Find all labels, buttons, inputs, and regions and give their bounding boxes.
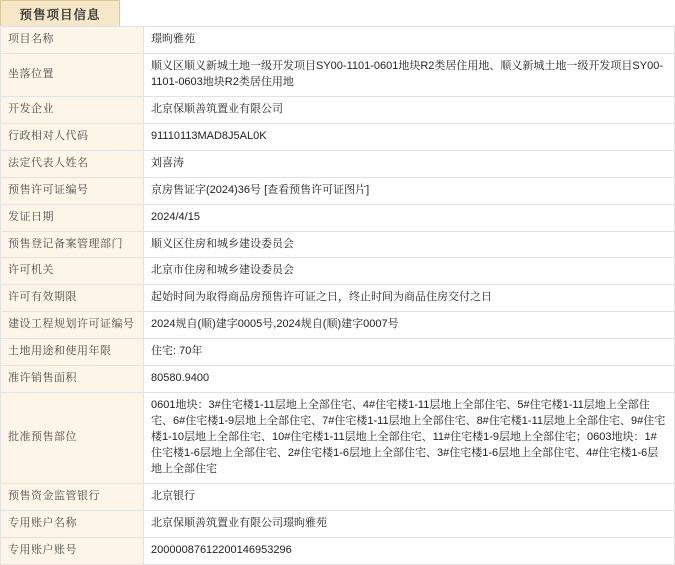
- row-label: 专用账户名称: [1, 510, 144, 537]
- row-label: 预售资金监管银行: [1, 483, 144, 510]
- table-row: [1, 258, 675, 285]
- row-label: 许可机关: [1, 258, 144, 285]
- row-value: 80580.9400: [144, 366, 675, 393]
- row-label: 预售登记备案管理部门: [1, 231, 144, 258]
- table-row: [1, 204, 675, 231]
- row-value: 起始时间为取得商品房预售许可证之日，终止时间为商品住房交付之日: [144, 285, 675, 312]
- row-label: 项目名称: [1, 27, 144, 54]
- row-value: 2024/4/15: [144, 204, 675, 231]
- row-label: 批准预售部位: [1, 393, 144, 484]
- row-label: 土地用途和使用年限: [1, 339, 144, 366]
- table-row: [1, 150, 675, 177]
- row-label: 准许销售面积: [1, 366, 144, 393]
- table-row: [1, 483, 675, 510]
- title-bar-filler: [120, 0, 675, 26]
- table-row: [1, 366, 675, 393]
- table-row: [1, 312, 675, 339]
- row-value: 北京银行: [144, 483, 675, 510]
- row-label: 预售许可证编号: [1, 177, 144, 204]
- table-row: [1, 231, 675, 258]
- row-label: 行政相对人代码: [1, 123, 144, 150]
- row-value: 北京保顺善筑置业有限公司: [144, 96, 675, 123]
- row-label: 建设工程规划许可证编号: [1, 312, 144, 339]
- row-label: 法定代表人姓名: [1, 150, 144, 177]
- row-label: 开发企业: [1, 96, 144, 123]
- table-row: [1, 510, 675, 537]
- row-value: 91110113MAD8J5AL0K: [144, 123, 675, 150]
- row-value: 顺义区住房和城乡建设委员会: [144, 231, 675, 258]
- table-row: [1, 123, 675, 150]
- table-body: [1, 27, 675, 565]
- table-row: [1, 537, 675, 564]
- page-title: 预售项目信息: [0, 0, 120, 26]
- table-row: [1, 285, 675, 312]
- row-value: 0601地块：3#住宅楼1-11层地上全部住宅、4#住宅楼1-11层地上全部住宅、5#住宅楼1-11层地上全部住宅、6#住宅楼1-9层地上全部住宅、7#住宅楼1-11层地上全部住宅、8#住宅楼1-11层地上全部住宅、9#住宅楼1-10层地上全部住宅、10#住宅楼1-11层地上全部住宅、11#住宅楼1-9层地上全部住宅；0603地块：1#住宅楼1-6层地上全部住宅、2#住宅楼1-6层地上全部住宅、3#住宅楼1-6层地上全部住宅、4#住宅楼1-6层地上全部住宅: [144, 393, 675, 484]
- row-value-license-link[interactable]: 京房售证字(2024)36号 [查看预售许可证图片]: [144, 177, 675, 204]
- table-row: [1, 96, 675, 123]
- table-row: [1, 177, 675, 204]
- table-row: [1, 393, 675, 484]
- row-value: 璟昫雅苑: [144, 27, 675, 54]
- row-label: 发证日期: [1, 204, 144, 231]
- title-bar: [0, 0, 675, 26]
- row-value: 2024规自(顺)建字0005号,2024规自(顺)建字0007号: [144, 312, 675, 339]
- table-row: [1, 53, 675, 96]
- row-label: 坐落位置: [1, 53, 144, 96]
- row-label: 许可有效期限: [1, 285, 144, 312]
- row-label: 专用账户账号: [1, 537, 144, 564]
- row-value: 顺义区顺义新城土地一级开发项目SY00-1101-0601地块R2类居住用地、顺义新城土地一级开发项目SY00-1101-0603地块R2类居住用地: [144, 53, 675, 96]
- row-value: 刘喜涛: [144, 150, 675, 177]
- row-value: 北京保顺善筑置业有限公司璟昫雅苑: [144, 510, 675, 537]
- project-info-table: [0, 26, 675, 565]
- row-value: 20000087612200146953296: [144, 537, 675, 564]
- row-value: 北京市住房和城乡建设委员会: [144, 258, 675, 285]
- row-value: 住宅: 70年: [144, 339, 675, 366]
- table-row: [1, 27, 675, 54]
- table-row: [1, 339, 675, 366]
